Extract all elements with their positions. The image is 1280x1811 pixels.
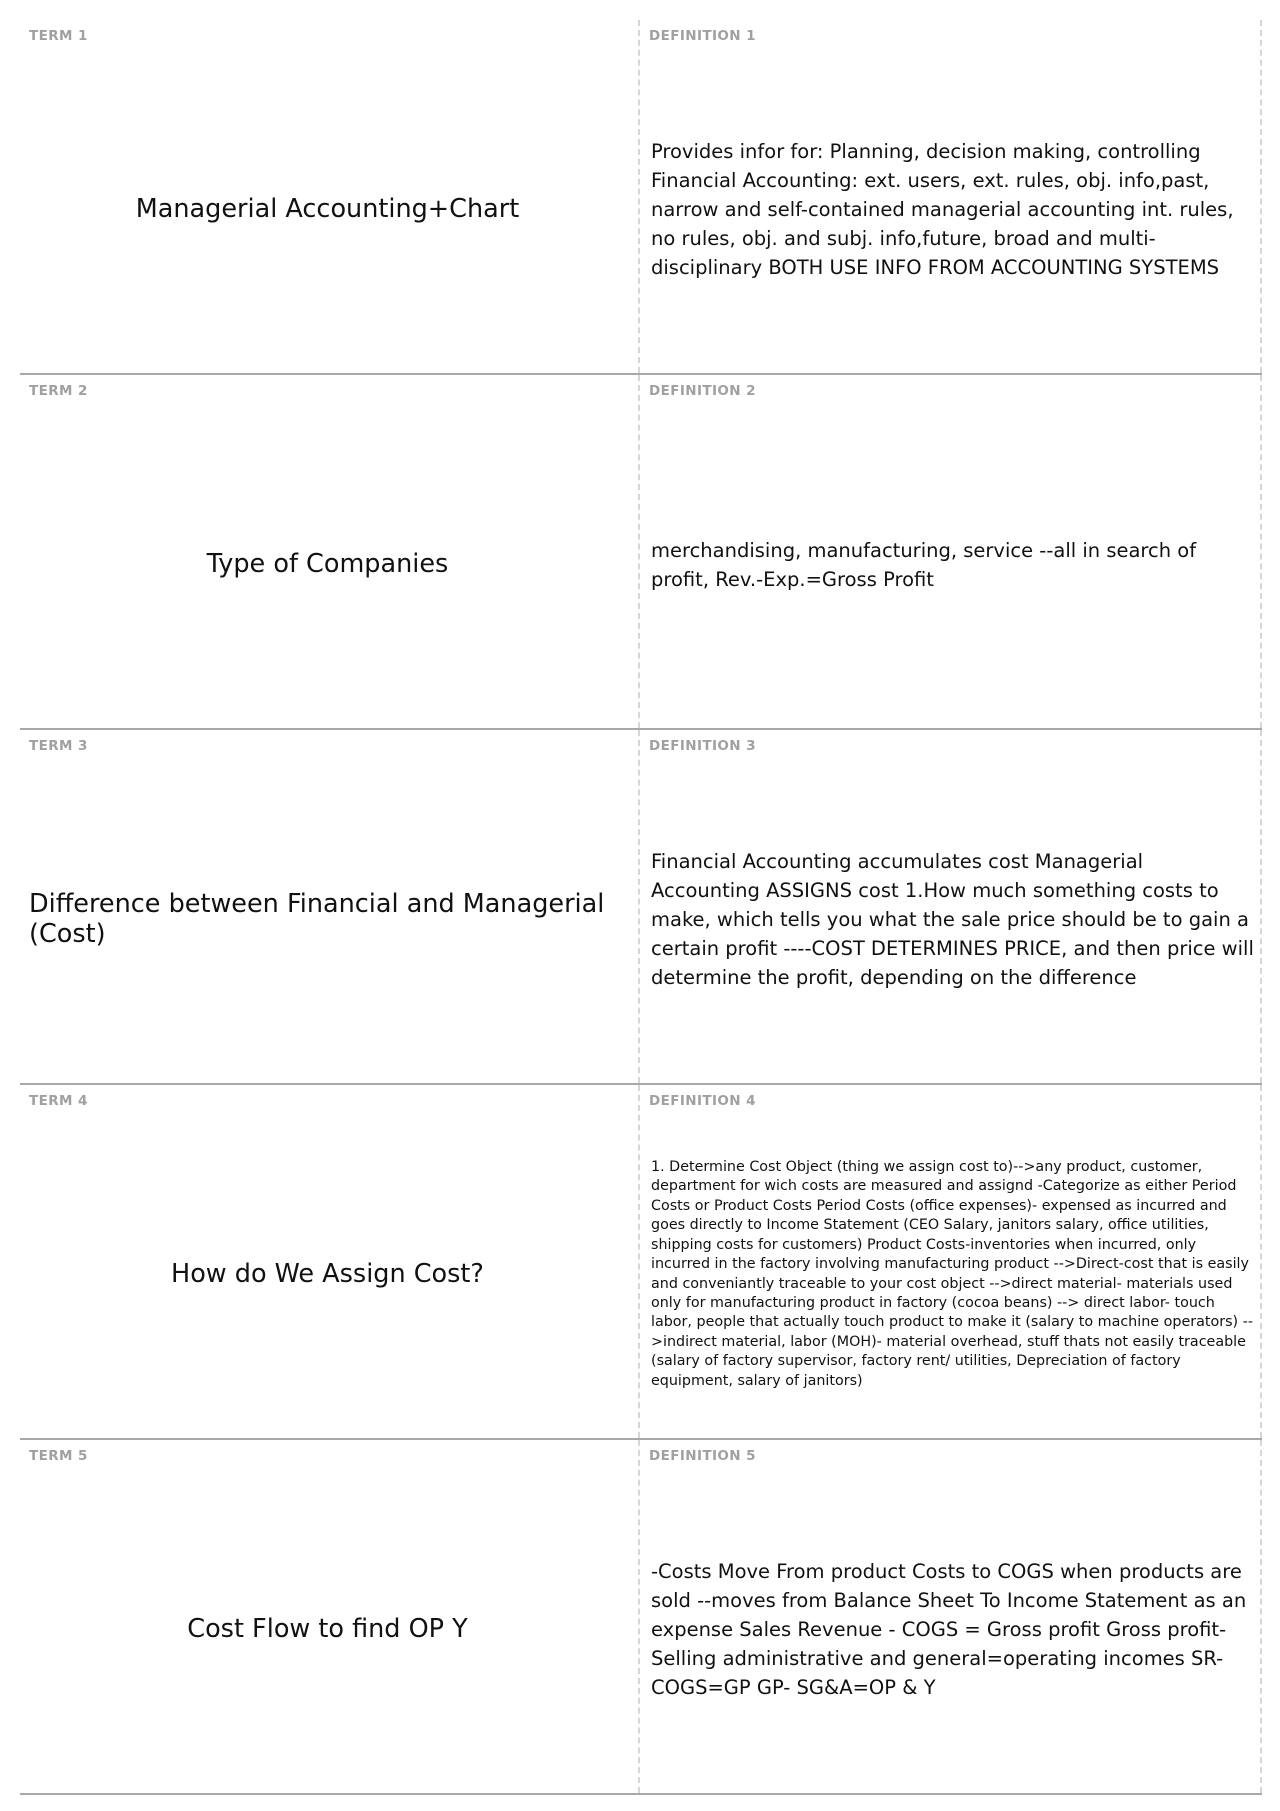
term-label: TERM 2 xyxy=(29,383,88,399)
term-text: How do We Assign Cost? xyxy=(171,1258,484,1289)
term-body xyxy=(29,1121,626,1428)
flashcard-row xyxy=(20,375,1262,730)
flashcard-row xyxy=(20,1085,1262,1440)
definition-label: DEFINITION 2 xyxy=(649,383,756,399)
definition-cell xyxy=(640,1440,1262,1793)
term-label: TERM 4 xyxy=(29,1093,88,1109)
definition-label: DEFINITION 5 xyxy=(649,1448,756,1464)
definition-text: -Costs Move From product Costs to COGS when products are sold --moves from Balance Sheet To Income Statement as an expense Sales Revenue - COGS = Gross profit Gross profit- Selling administrative and general=operating incomes SR-COGS=GP GP- SG&A=OP & Y xyxy=(651,1560,1247,1699)
definition-text: merchandising, manufacturing, service --all in search of profit, Rev.-Exp.=Gross Profit xyxy=(651,538,1197,591)
definition-cell xyxy=(640,730,1262,1083)
term-cell xyxy=(20,1085,640,1438)
term-body xyxy=(29,411,626,718)
definition-body xyxy=(651,1121,1254,1428)
term-text: Managerial Accounting+Chart xyxy=(135,193,520,224)
term-body xyxy=(29,56,626,363)
term-cell xyxy=(20,1440,640,1793)
definition-label: DEFINITION 4 xyxy=(649,1093,756,1109)
term-label: TERM 1 xyxy=(29,28,88,44)
definition-label: DEFINITION 3 xyxy=(649,738,756,754)
term-text: Difference between Financial and Managerial (Cost) xyxy=(29,888,605,949)
term-cell xyxy=(20,730,640,1083)
term-label: TERM 3 xyxy=(29,738,88,754)
term-body xyxy=(29,1476,626,1783)
definition-cell xyxy=(640,375,1262,728)
definition-text: 1. Determine Cost Object (thing we assign cost to)-->any product, customer, department for wich costs are measured and assignd -Categorize as either Period Costs or Product Costs Period Costs (office expenses)- expensed as incurred and goes directly to Income Statement (CEO Salary, janitors salary, office utilities, shipping costs for customers) Product Costs-inventories when incurred, only incurred in the factory involving manufacturing product -->Direct-cost that is easily and conveniantly traceable to your cost object -->direct material- materials used only for manufacturing product in factory (cocoa beans) --> direct labor- touch labor, people that actually touch product to make it (salary to machine operators) -->indirect material, labor (MOH)- material overhead, stuff thats not easily traceable (salary of factory supervisor, factory rent/ utilities, Depreciation of factory equipment, salary of janitors) xyxy=(651,1159,1253,1389)
definition-body xyxy=(651,411,1254,718)
definition-label: DEFINITION 1 xyxy=(649,28,756,44)
definition-cell xyxy=(640,1085,1262,1438)
definition-body xyxy=(651,56,1254,363)
definition-text: Financial Accounting accumulates cost Managerial Accounting ASSIGNS cost 1.How much something costs to make, which tells you what the sale price should be to gain a certain profit ----COST DETERMINES PRICE, and then price will determine the profit, depending on the difference xyxy=(651,850,1254,989)
flashcard-list xyxy=(20,20,1262,1795)
term-body xyxy=(29,766,626,1073)
flashcard-row xyxy=(20,20,1262,375)
term-text: Type of Companies xyxy=(206,548,449,579)
term-text: Cost Flow to find OP Y xyxy=(187,1613,468,1644)
flashcard-row xyxy=(20,1440,1262,1795)
term-cell xyxy=(20,375,640,728)
definition-body xyxy=(651,1476,1254,1783)
term-cell xyxy=(20,20,640,373)
term-label: TERM 5 xyxy=(29,1448,88,1464)
flashcard-row xyxy=(20,730,1262,1085)
definition-text: Provides infor for: Planning, decision making, controlling Financial Accounting: ext. users, ext. rules, obj. info,past, narrow and self-contained managerial accounting int. rules, no rules, obj. and subj. info,future, broad and multi-disciplinary BOTH USE INFO FROM ACCOUNTING SYSTEMS xyxy=(651,140,1234,279)
definition-body xyxy=(651,766,1254,1073)
definition-cell xyxy=(640,20,1262,373)
